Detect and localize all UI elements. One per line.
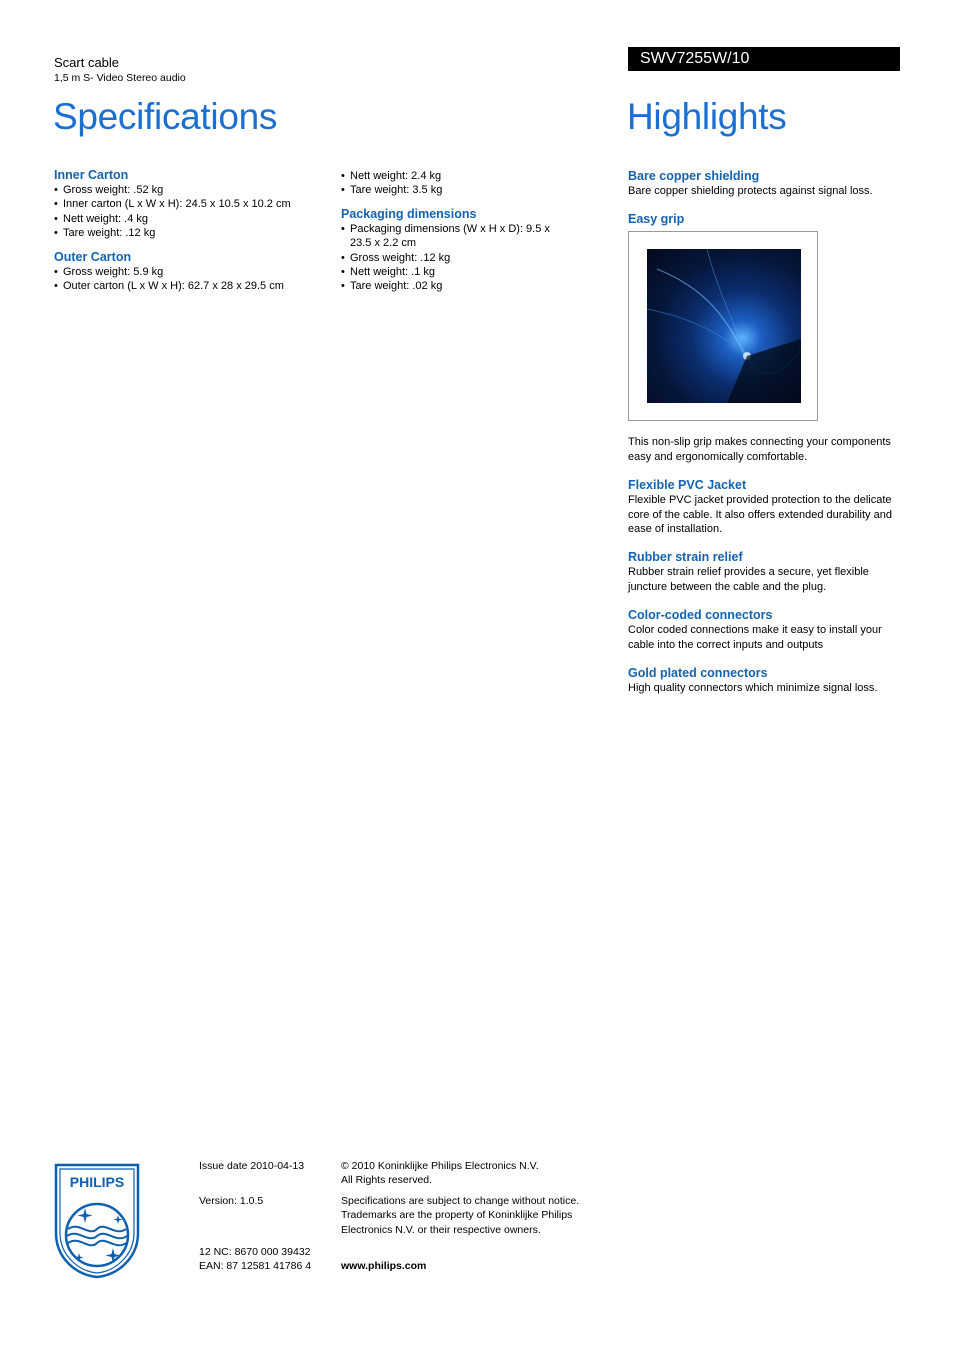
issue-date: Issue date 2010-04-13 — [199, 1160, 305, 1172]
highlight-title: Gold plated connectors — [628, 666, 768, 681]
highlight-text: This non-slip grip makes connecting your components easy and ergonomically comfortable. — [628, 436, 891, 463]
highlight-title: Color-coded connectors — [628, 608, 773, 623]
highlight-text: Rubber strain relief provides a secure, yet flexible juncture between the cable and the plug. — [628, 566, 869, 593]
philips-shield-icon — [54, 1163, 140, 1279]
highlight-text: Flexible PVC jacket provided protection to the delicate core of the cable. It also offers extended durability and ease of installation. — [628, 494, 892, 536]
notice-line-3: Electronics N.V. or their respective owners. — [341, 1223, 541, 1236]
highlight-text: Bare copper shielding protects against signal loss. — [628, 185, 873, 197]
inner-carton-list — [54, 183, 334, 241]
highlight-title: Rubber strain relief — [628, 550, 743, 565]
packaging-list — [341, 222, 561, 294]
highlight-title: Flexible PVC Jacket — [628, 478, 747, 493]
specifications-title: Specifications — [53, 96, 278, 137]
footer-meta-column — [199, 1159, 329, 1274]
outer-carton-list — [54, 265, 334, 294]
highlight-title: Bare copper shielding — [628, 169, 760, 183]
philips-shield-logo — [54, 1163, 140, 1279]
copyright-line-2: All Rights reserved. — [341, 1174, 433, 1187]
list-item: • Gross weight: .52 kg — [54, 183, 334, 197]
footer-legal-column — [341, 1159, 611, 1273]
highlight-text: Color coded connections make it easy to install your cable into the correct inputs and outputs — [628, 624, 882, 651]
copyright-line-1: © 2010 Koninklijke Philips Electronics N.V. — [341, 1160, 539, 1172]
notice-line-2: Trademarks are the property of Koninklijke Philips — [341, 1209, 573, 1222]
list-item: • Packaging dimensions (W x H x D): 9.5 x 23.5 x 2.2 cm — [341, 222, 561, 251]
list-item: • Nett weight: 2.4 kg — [341, 169, 561, 183]
product-name: Scart cable — [54, 55, 120, 70]
ean-number: EAN: 87 12581 41786 4 — [199, 1260, 312, 1273]
product-image-frame — [628, 231, 818, 421]
specs-column-1 — [54, 167, 334, 301]
list-item: • Nett weight: .1 kg — [341, 265, 561, 279]
product-image — [647, 249, 801, 403]
version: Version: 1.0.5 — [199, 1195, 264, 1208]
list-item: • Outer carton (L x W x H): 62.7 x 28 x 29.5 cm — [54, 279, 334, 293]
model-number-bar: SWV7255W/10 — [628, 47, 900, 71]
highlight-text: High quality connectors which minimize signal loss. — [628, 682, 878, 695]
light-streak-graphic — [647, 249, 801, 403]
outer-carton-heading: Outer Carton — [54, 249, 132, 264]
website-link[interactable]: www.philips.com — [341, 1260, 427, 1273]
notice-line-1: Specifications are subject to change without notice. — [341, 1194, 580, 1207]
logo-wordmark: PHILIPS — [69, 1174, 125, 1190]
highlights-title: Highlights — [627, 96, 787, 137]
highlight-title: Easy grip — [628, 212, 685, 227]
packaging-dimensions-heading: Packaging dimensions — [341, 206, 477, 221]
list-item: • Nett weight: .4 kg — [54, 212, 334, 226]
inner-carton-heading: Inner Carton — [54, 168, 129, 182]
list-item: • Gross weight: 5.9 kg — [54, 265, 334, 279]
list-item: • Tare weight: .02 kg — [341, 279, 561, 293]
product-subtitle: 1,5 m S- Video Stereo audio — [54, 72, 186, 84]
list-item: • Tare weight: .12 kg — [54, 226, 334, 240]
nc-number: 12 NC: 8670 000 39432 — [199, 1245, 311, 1258]
list-item: • Tare weight: 3.5 kg — [341, 183, 561, 197]
highlights-column — [628, 169, 908, 709]
list-item: • Gross weight: .12 kg — [341, 251, 561, 265]
outer-carton-list-continued — [341, 169, 561, 198]
specs-column-2 — [341, 169, 561, 302]
list-item: • Inner carton (L x W x H): 24.5 x 10.5 x 10.2 cm — [54, 197, 334, 211]
